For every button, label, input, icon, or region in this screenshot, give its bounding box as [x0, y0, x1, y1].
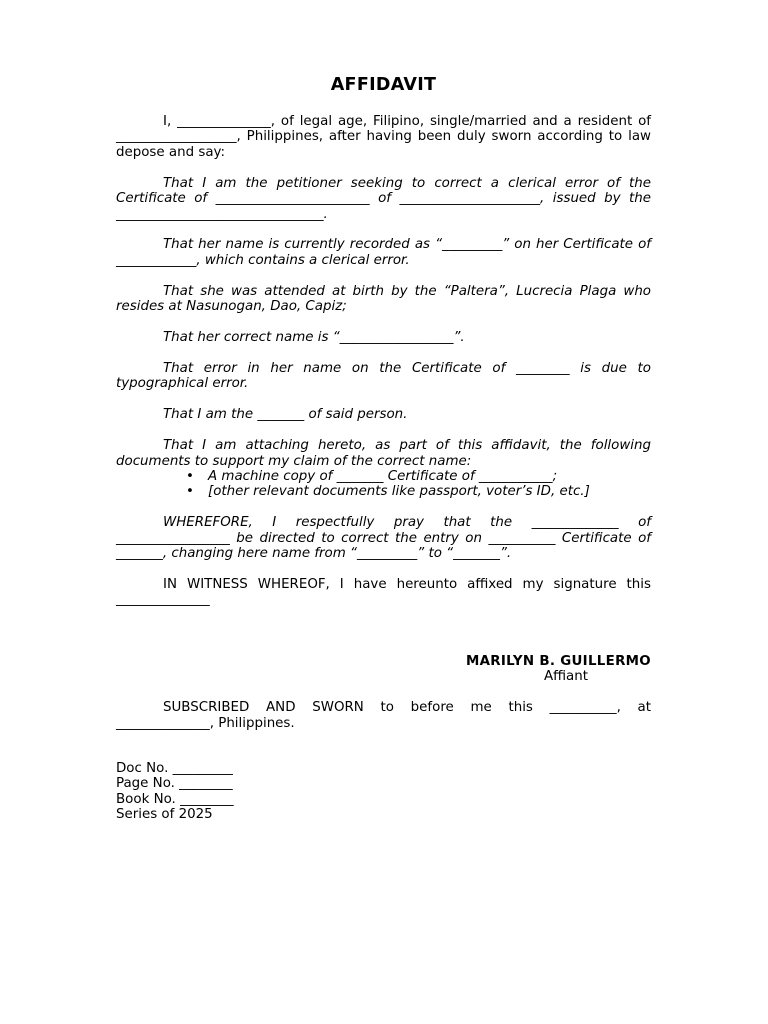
witness-paragraph: IN WITNESS WHEREOF, I have hereunto affixed my signature this ______________ — [116, 577, 651, 608]
signatory-role: Affiant — [543, 669, 588, 685]
affidavit-page — [116, 74, 651, 823]
page-number: Page No. ________ — [116, 776, 233, 792]
series-year: Series of 2025 — [116, 807, 213, 823]
list-item-text: A machine copy of _______ Certificate of ___________; — [208, 469, 558, 484]
wherefore-paragraph: WHEREFORE, I respectfully pray that the _____________ of _________________ be directed to correct the entry on __________ Certificate of _______, changing here name from “_________” to “_______”. — [116, 515, 651, 562]
attached-documents-list — [116, 469, 651, 500]
paragraph-correct-name: That her correct name is “_________________”. — [163, 330, 465, 346]
intro-paragraph: I, ______________, of legal age, Filipino, single/married and a resident of __________________, Philippines, after having been duly sworn according to law depose and say: — [116, 114, 651, 160]
signature-block — [116, 654, 651, 685]
paragraph-petitioner: That I am the petitioner seeking to correct a clerical error of the Certificate of _______________________ of _____________________, issued by the _______________________________. — [116, 175, 651, 222]
paragraph-attended-birth: That she was attended at birth by the “Paltera”, Lucrecia Plaga who resides at Nasunogan, Dao, Capiz; — [116, 283, 651, 315]
book-number: Book No. ________ — [116, 791, 234, 807]
subscribed-paragraph: SUBSCRIBED AND SWORN to before me this __________, at ______________, Philippines. — [116, 700, 651, 731]
bullet-icon: • — [186, 484, 194, 500]
paragraph-attachments: That I am attaching hereto, as part of this affidavit, the following documents to support my claim of the correct name: — [116, 438, 651, 469]
notary-details — [116, 761, 651, 823]
doc-number: Doc No. _________ — [116, 760, 233, 776]
paragraph-recorded-name: That her name is currently recorded as “_________” on her Certificate of ____________, which contains a clerical error. — [116, 237, 651, 268]
document-title: AFFIDAVIT — [330, 75, 437, 95]
list-item — [116, 484, 651, 499]
paragraph-relation: That I am the _______ of said person. — [163, 407, 408, 423]
signatory-name: MARILYN B. GUILLERMO — [465, 653, 651, 669]
list-item-text: [other relevant documents like passport, voter’s ID, etc.] — [208, 484, 590, 500]
paragraph-typographical-error: That error in her name on the Certificate of ________ is due to typographical error. — [116, 360, 651, 392]
list-item — [116, 469, 651, 484]
bullet-icon: • — [186, 469, 194, 484]
